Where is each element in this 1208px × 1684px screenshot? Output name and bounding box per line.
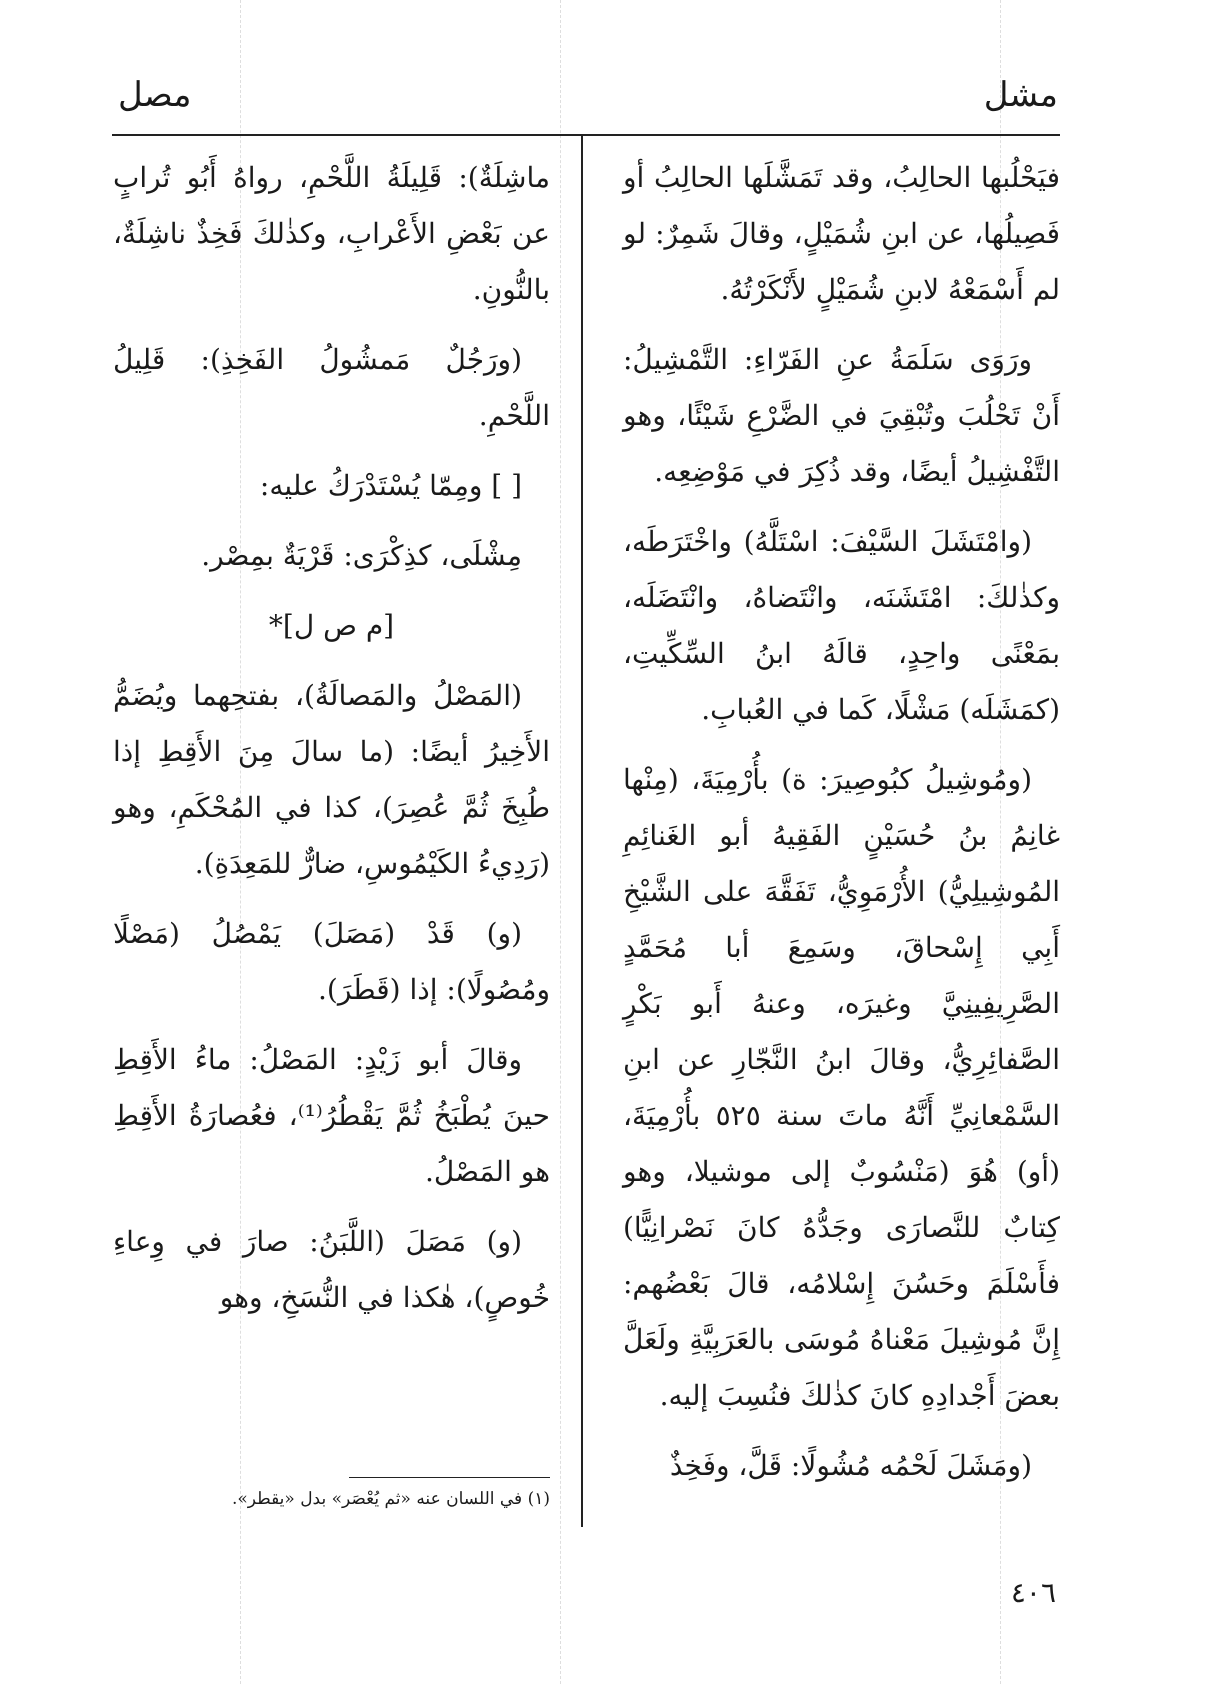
header-left-word: مصل: [118, 75, 192, 115]
entry-heading: [م ص ل]*: [268, 609, 395, 642]
paragraph: (وامْتَشَلَ السَّيْفَ: اسْتَلَّهُ) واخْتَرَطَه، وكذٰلكَ: امْتَشَنَه، وانْتَضاهُ، وانْتَضَلَه، بمَعْنًى واحِدٍ، قالَهُ ابنُ السِّكِّيتِ، (كمَشَلَه) مَشْلًا، كَما في العُبابِ.: [623, 525, 1060, 726]
paragraph: (المَصْلُ والمَصالَةُ)، بفتحِهما ويُضَمُّ الأَخِيرُ أيضًا: (ما سالَ مِنَ الأَقِطِ إذا طُبِخَ ثُمَّ عُصِرَ)، كذا في المُحْكَمِ، وهو (رَدِيءُ الكَيْمُوسِ، ضارٌّ للمَعِدَةِ).: [113, 679, 550, 880]
left-column: [113, 150, 550, 1340]
footnote: (١) في اللسان عنه «ثم يُعْصَر» بدل «يقطر».: [231, 1489, 550, 1509]
paragraph: (ومَشَلَ لَحْمُه مُشُولًا: قَلَّ، وفَخِذٌ: [669, 1449, 1032, 1482]
paragraph: ماشِلَةٌ): قَلِيلَةُ اللَّحْمِ، رواهُ أَبُو تُرابٍ عن بَعْضِ الأَعْرابِ، وكذٰلكَ فَخِذٌ ناشِلَةٌ، بالنُّونِ.: [113, 161, 550, 306]
header-right-word: مشل: [983, 75, 1058, 115]
column-separator: [581, 135, 583, 1527]
page-number: ٤٠٦: [1010, 1576, 1056, 1609]
paragraph: (ومُوشِيلُ كبُوصِيرَ: ة) بأُرْمِيَةَ، (مِنْها غانِمُ بنُ حُسَيْنٍ الفَقِيهُ أبو الغَنائِمِ المُوشِيلِيُّ) الأُرْمَوِيُّ، تَفَقَّهَ على الشَّيْخِ أَبِي إِسْحاقَ، وسَمِعَ أبا مُحَمَّدٍ الصَّرِيفِينِيَّ وغيرَه، وعنهُ أَبو بَكْرٍ الصَّفائِرِيُّ، وقالَ ابنُ النَّجّارِ عن ابنِ السَّمْعانِيِّ أَنَّهُ ماتَ سنة ٥٢٥ بأُرْمِيَةَ، (أو) هُوَ (مَنْسُوبٌ إلى موشيلا، وهو كِتابٌ للنَّصارَى وجَدُّهُ كانَ نَصْرانِيًّا) فأَسْلَمَ وحَسُنَ إِسْلامُه، قالَ بَعْضُهم: إِنَّ مُوشِيلَ مَعْناهُ مُوسَى بالعَرَبِيَّةِ ولَعَلَّ بعضَ أَجْدادِهِ كانَ كذٰلكَ فنُسِبَ إليه.: [623, 763, 1060, 1412]
paragraph: (و) قَدْ (مَصَلَ) يَمْصُلُ (مَصْلًا ومُصُولًا): إذا (قَطَرَ).: [113, 917, 550, 1006]
scan-guide-line: [560, 0, 561, 1684]
paragraph: مِشْلَى، كذِكْرَى: قَرْيَةٌ بمِصْر.: [201, 539, 522, 572]
header-rule: [112, 134, 1060, 136]
footnote-rule: [349, 1477, 550, 1478]
paragraph: ورَوَى سَلَمَةُ عنِ الفَرّاءِ: التَّمْشِيلُ: أَنْ تَحْلُبَ وتُبْقِيَ في الضَّرْعِ شَيْئًا، وهو التَّفْشِيلُ أيضًا، وقد ذُكِرَ في مَوْضِعِه.: [623, 343, 1060, 488]
paragraph: [ ] ومِمّا يُسْتَدْرَكُ عليه:: [259, 469, 522, 502]
paragraph: (ورَجُلٌ مَمشُولُ الفَخِذِ): قَلِيلُ اللَّحْمِ.: [113, 343, 550, 432]
paragraph: (و) مَصَلَ (اللَّبَنُ: صارَ في وِعاءِ خُوصٍ)، هٰكذا في النُّسَخِ، وهو: [113, 1225, 550, 1314]
paragraph: وقالَ أبو زَيْدٍ: المَصْلُ: ماءُ الأَقِطِ حينَ يُطْبَخُ ثُمَّ يَقْطُرُ⁽¹⁾، فعُصارَةُ الأَقِطِ هو المَصْلُ.: [113, 1043, 550, 1188]
right-column: [623, 150, 1060, 1508]
paragraph: فيَحْلُبها الحالِبُ، وقد تَمَشَّلَها الحالِبُ أو فَصِيلُها، عن ابنِ شُمَيْلٍ، وقالَ شَمِرٌ: لو لم أَسْمَعْهُ لابنِ شُمَيْلٍ لأَنْكَرْتُهُ.: [623, 161, 1060, 306]
